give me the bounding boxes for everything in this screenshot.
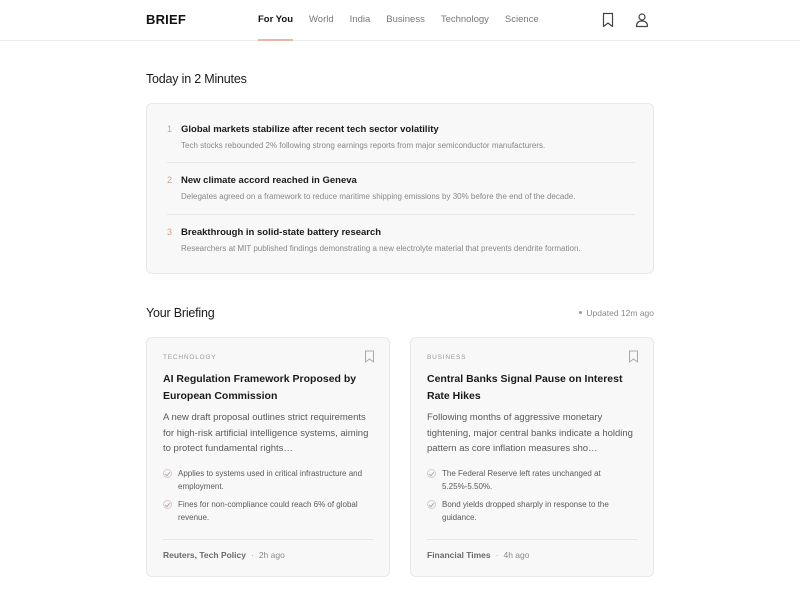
separator: · [495, 550, 499, 560]
divider [163, 539, 373, 540]
item-number: 1 [167, 124, 173, 134]
bookmark-icon[interactable] [628, 350, 639, 363]
card-title[interactable]: AI Regulation Framework Proposed by European Commission [163, 373, 357, 402]
nav-tab-india[interactable]: India [349, 14, 371, 25]
timestamp: 2h ago [258, 550, 285, 560]
key-points [427, 468, 639, 530]
card-title[interactable]: Central Banks Signal Pause on Interest Rate Hikes [427, 373, 623, 402]
separator: · [250, 550, 254, 560]
briefing-card[interactable] [146, 337, 390, 577]
status-dot-icon [579, 311, 582, 314]
bookmark-icon[interactable] [601, 12, 615, 28]
key-point-text: Bond yields dropped sharply in response to the guidance. [442, 500, 609, 522]
bookmark-icon[interactable] [364, 350, 375, 363]
source-label[interactable]: Reuters, Tech Policy [163, 550, 246, 560]
updated-status [579, 308, 654, 318]
check-circle-icon [427, 469, 436, 478]
nav-tab-for-you[interactable]: For You [258, 0, 293, 41]
updated-text: Updated 12m ago [586, 308, 654, 318]
nav-tab-business[interactable]: Business [386, 14, 425, 25]
nav-tab-science[interactable]: Science [504, 14, 539, 25]
key-point [427, 499, 639, 524]
briefing-card[interactable] [410, 337, 654, 577]
key-point-text: Fines for non-compliance could reach 6% of global revenue. [178, 500, 358, 522]
category-label: BUSINESS [427, 354, 467, 361]
check-circle-icon [163, 469, 172, 478]
divider [427, 539, 637, 540]
check-circle-icon [427, 500, 436, 509]
item-description: Tech stocks rebounded 2% following strong earnings reports from major semiconductor manufacturers. [181, 141, 546, 150]
category-label: TECHNOLOGY [163, 354, 217, 361]
item-headline[interactable]: Breakthrough in solid-state battery research [181, 227, 382, 238]
divider [167, 214, 635, 215]
nav-tab-world[interactable]: World [309, 14, 334, 25]
check-circle-icon [163, 500, 172, 509]
item-headline[interactable]: Global markets stabilize after recent tech sector volatility [181, 124, 439, 135]
today-summary-card [146, 103, 654, 274]
top-navigation-bar [0, 0, 800, 41]
timestamp: 4h ago [503, 550, 530, 560]
card-summary: A new draft proposal outlines strict requirements for high-risk artificial intelligence systems, aiming to protect fundamental rights… [163, 412, 369, 454]
main-nav [258, 0, 555, 41]
key-point [427, 468, 639, 493]
brand-logo[interactable]: BRIEF [146, 12, 186, 27]
key-point-text: The Federal Reserve left rates unchanged at 5.25%-5.50%. [442, 469, 601, 491]
item-number: 3 [167, 227, 173, 237]
card-summary: Following months of aggressive monetary tightening, major central banks indicate a holding pattern as core inflation measures sho… [427, 412, 633, 454]
card-footer [163, 550, 285, 560]
key-point-text: Applies to systems used in critical infrastructure and employment. [178, 469, 363, 491]
item-description: Researchers at MIT published findings demonstrating a new electrolyte material that prevents dendrite formation. [181, 244, 581, 253]
source-label[interactable]: Financial Times [427, 550, 491, 560]
divider [167, 162, 635, 163]
key-point [163, 499, 375, 524]
key-point [163, 468, 375, 493]
card-footer [427, 550, 529, 560]
nav-tab-technology[interactable]: Technology [440, 14, 489, 25]
item-number: 2 [167, 175, 173, 185]
section-title-today: Today in 2 Minutes [146, 72, 247, 86]
section-title-briefing: Your Briefing [146, 306, 215, 320]
user-icon[interactable] [635, 12, 649, 28]
key-points [163, 468, 375, 530]
item-description: Delegates agreed on a framework to reduce maritime shipping emissions by 30% before the end of the decade. [181, 192, 576, 201]
item-headline[interactable]: New climate accord reached in Geneva [181, 175, 357, 186]
